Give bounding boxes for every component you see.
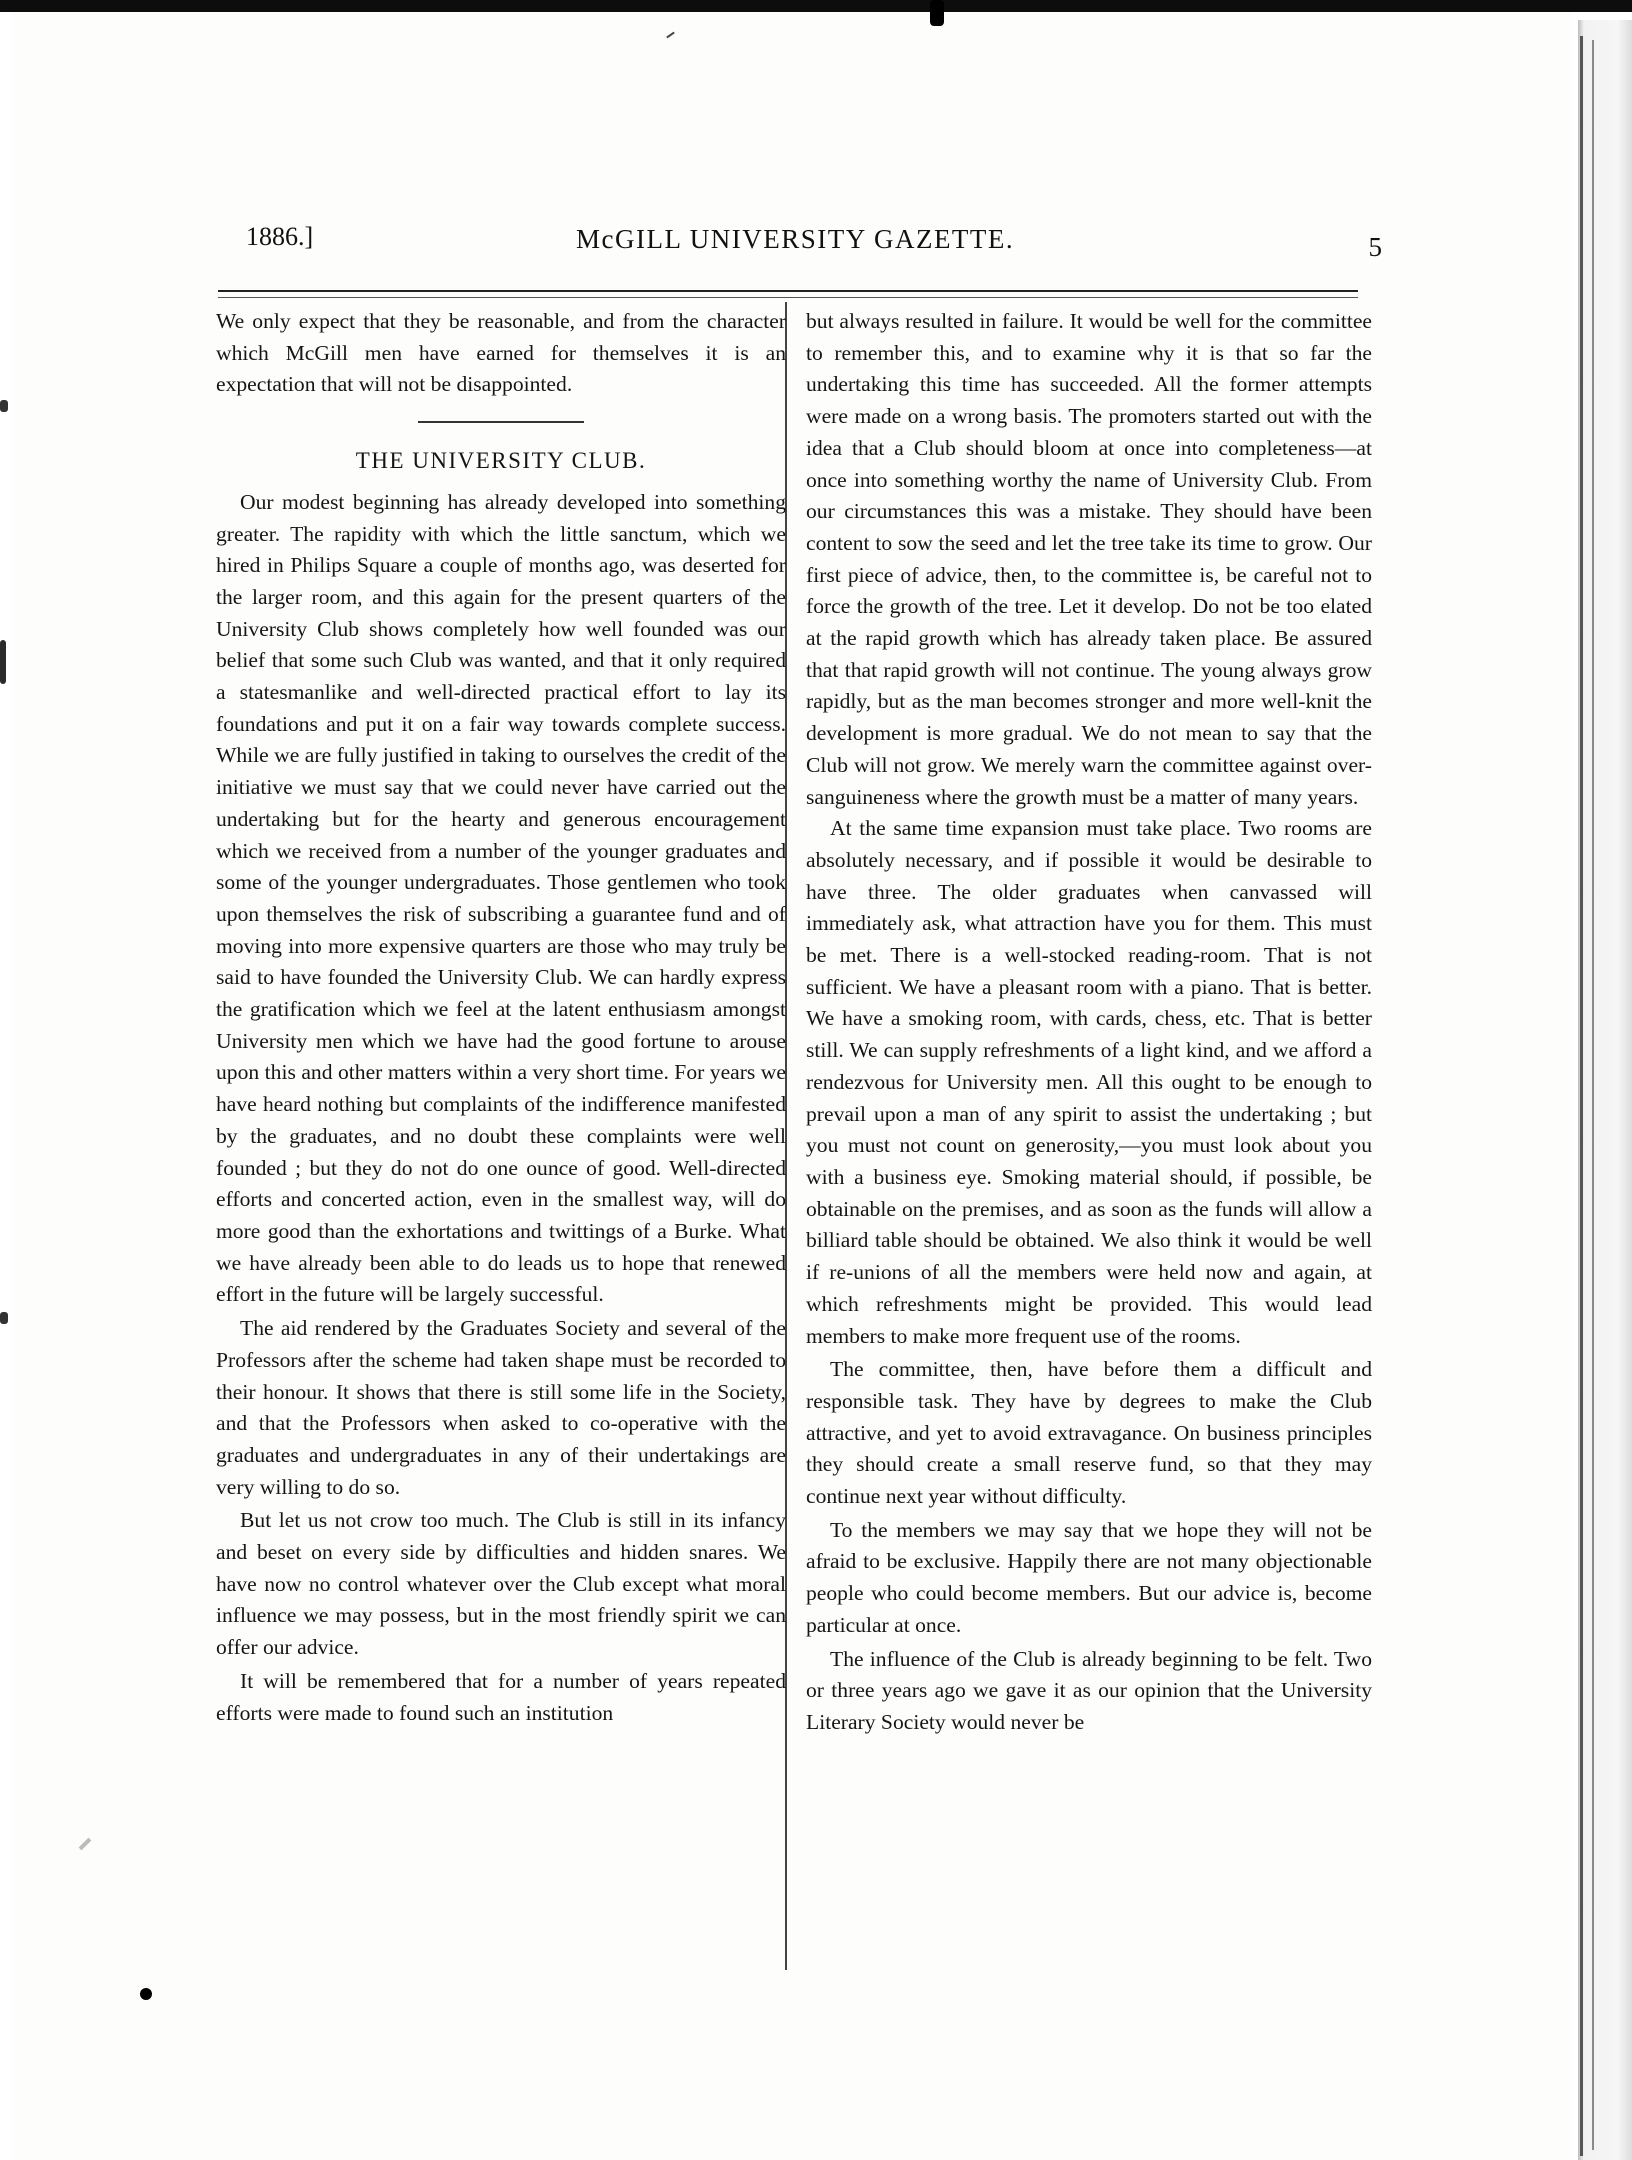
scan-artifact: [0, 640, 6, 684]
book-edge: [1578, 20, 1632, 2160]
page-header: [246, 222, 1382, 272]
scan-artifact: [0, 400, 8, 412]
section-separator: [418, 421, 584, 423]
scan-artifact: [0, 1312, 8, 1324]
body-paragraph: To the members we may say that we hope they will not be afraid to be exclusive. Happily there are not many objectionable people who could become members. But our advice is, become particular at once.: [806, 1517, 1372, 1637]
header-year: 1886.]: [246, 222, 314, 251]
body-paragraph: but always resulted in failure. It would be well for the committee to remember this, and to examine why it is that so far the undertaking this time has succeeded. All the former attempts were made on a wrong basis. The promoters started out with the idea that a Club should bloom at once into completeness—at once into something worthy the name of University Club. From our circumstances this was a mistake. They should have been content to sow the seed and let the tree take its time to grow. Our first piece of advice, then, to the committee is, be careful not to force the growth of the tree. Let it develop. Do not be too elated at the rapid growth which has already taken place. Be assured that that rapid growth will not continue. The young always grow rapidly, but as the man becomes stronger and more well-knit the development is more gradual. We do not mean to say that the Club will not grow. We merely warn the committee against over-sanguineness where the growth must be a matter of many years.: [806, 309, 1372, 809]
body-paragraph: At the same time expansion must take place. Two rooms are absolutely necessary, and if possible it would be desirable to have three. The older graduates when canvassed will immediately ask, what attraction have you for them. This must be met. There is a well-stocked reading-room. That is not sufficient. We have a pleasant room with a piano. That is better. We have a smoking room, with cards, chess, etc. That is better still. We can supply refreshments of a light kind, and we afford a rendezvous for University men. All this ought to be enough to prevail upon a man of any spirit to assist the undertaking ; but you must not count on generosity,—you must look about you with a business eye. Smoking material should, if possible, be obtainable on the premises, and as soon as the funds will allow a billiard table should be obtained. We also think it would be well if re-unions of all the members were held now and again, at which refreshments might be provided. This would lead members to make more frequent use of the rooms.: [806, 816, 1372, 1348]
body-paragraph: The committee, then, have before them a difficult and responsible task. They have by degrees to make the Club attractive, and yet to avoid extravagance. On business principles they should create a small reserve fund, so that they may continue next year without difficulty.: [806, 1357, 1372, 1509]
page-number: 5: [1368, 232, 1382, 262]
book-edge-line: [1580, 36, 1583, 2156]
continuation-paragraph: We only expect that they be reasonable, and from the character which McGill men have earned for themselves it is an expectation that will not be disappointed.: [216, 309, 786, 397]
scan-artifact: [930, 0, 944, 26]
scanner-top-edge: [0, 0, 1632, 12]
body-paragraph: The aid rendered by the Graduates Society and several of the Professors after the scheme had taken shape must be recorded to their honour. It shows that there is still some life in the Society, and that the Professors when asked to co-operative with the graduates and undergraduates in any of their undertakings are very willing to do so.: [216, 1316, 786, 1499]
left-column: [216, 306, 786, 1729]
book-edge-line: [1592, 40, 1594, 2150]
body-paragraph: But let us not crow too much. The Club is still in its infancy and beset on every side by difficulties and hidden snares. We have now no control whatever over the Club except what moral influence we may possess, but in the most friendly spirit we can offer our advice.: [216, 1508, 786, 1660]
section-title: THE UNIVERSITY CLUB.: [355, 448, 647, 474]
header-rule-thin: [218, 297, 1358, 298]
body-paragraph: The influence of the Club is already beginning to be felt. Two or three years ago we gave it as our opinion that the University Literary Society would never be: [806, 1646, 1372, 1734]
right-column: [806, 306, 1372, 1739]
body-paragraph: It will be remembered that for a number of years repeated efforts were made to found such an institution: [216, 1668, 786, 1725]
header-rule: [218, 290, 1358, 292]
body-paragraph: Our modest beginning has already developed into something greater. The rapidity with which the little sanctum, which we hired in Philips Square a couple of months ago, was deserted for the larger room, and this again for the present quarters of the University Club shows completely how well founded was our belief that some such Club was wanted, and that it only required a statesmanlike and well-directed practical effort to lay its foundations and put it on a fair way towards complete success. While we are fully justified in taking to ourselves the credit of the initiative we must say that we could never have carried out the undertaking but for the hearty and generous encouragement which we received from a number of the younger graduates and some of the younger undergraduates. Those gentlemen who took upon themselves the risk of subscribing a guarantee fund and of moving into more expensive quarters are those who may truly be said to have founded the University Club. We can hardly express the gratification which we feel at the latent enthusiasm amongst University men which we have had the good fortune to arouse upon this and other matters within a very short time. For years we have heard nothing but complaints of the indifference manifested by the graduates, and no doubt these complaints were well founded ; but they do not do one ounce of good. Well-directed efforts and concerted action, even in the smallest way, will do more good than the exhortations and twittings of a Burke. What we have already been able to do leads us to hope that renewed effort in the future will be largely successful.: [216, 489, 786, 1307]
publication-title: McGILL UNIVERSITY GAZETTE.: [576, 224, 1015, 254]
ink-dot: [140, 1988, 152, 2000]
